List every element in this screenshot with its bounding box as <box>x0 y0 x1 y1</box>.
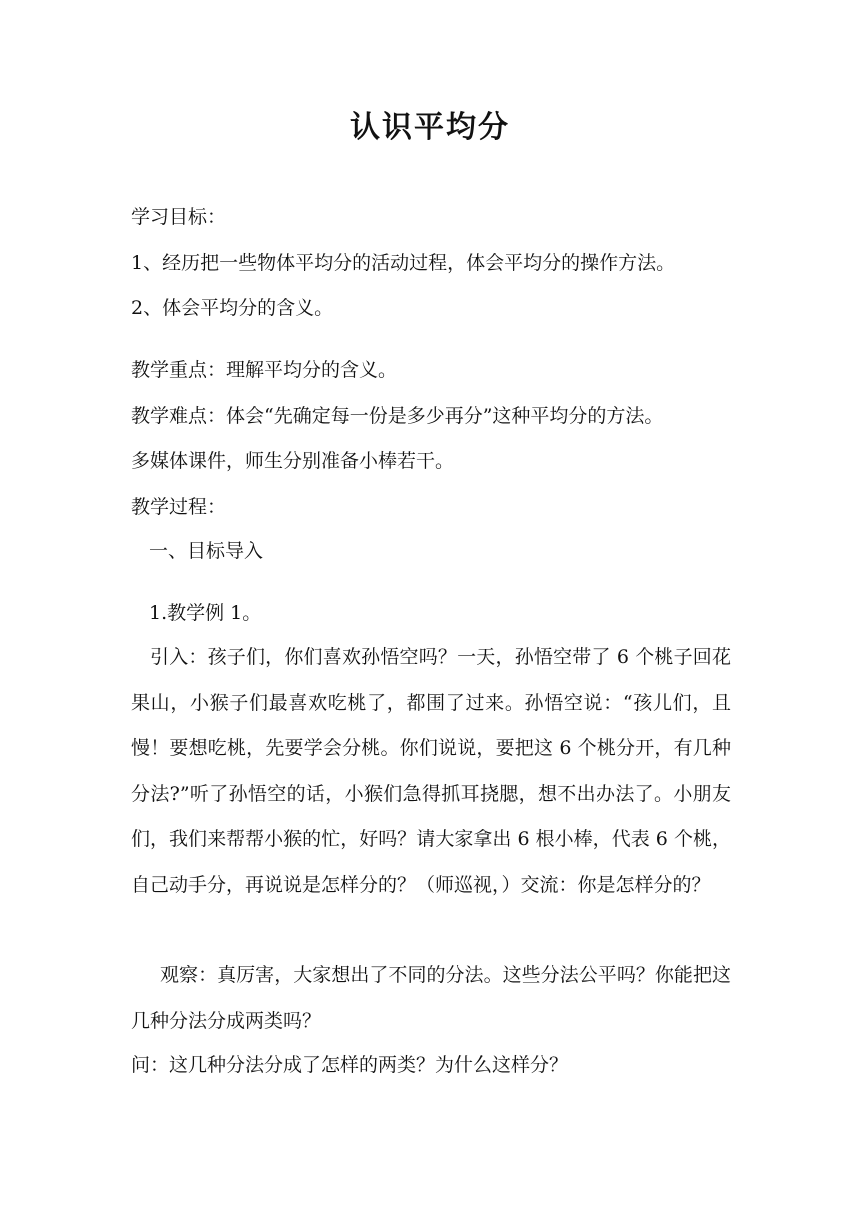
process-heading: 教学过程： <box>131 496 227 518</box>
key-point: 教学重点：理解平均分的含义。 <box>131 359 398 381</box>
section-heading-1: 一、目标导入 <box>149 540 264 562</box>
intro-paragraph: 引入：孩子们，你们喜欢孙悟空吗？一天，孙悟空带了 6 个桃子回花果山，小猴子们最喜欢吃桃了，都围了过来。孙悟空说：“孩儿们，且慢！要想吃桃，先要学会分桃。你们说说，要把这 6 个桃分开，有几种分法?”听了孙悟空的话，小猴们急得抓耳挠腮，想不出办法了。小朋友们，我们来帮帮小猴的忙，好吗？请大家拿出 6 根小棒，代表 6 个桃，自己动手分，再说说是怎样分的？（师巡视，）交流：你是怎样分的？ <box>131 646 731 896</box>
objective-2: 2、体会平均分的含义。 <box>131 297 334 319</box>
example-heading-1: 1.教学例 1。 <box>149 602 262 624</box>
objectives-heading: 学习目标： <box>131 206 227 228</box>
teaching-materials: 多媒体课件，师生分别准备小棒若干。 <box>131 450 455 472</box>
question-line: 问：这几种分法分成了怎样的两类？为什么这样分？ <box>131 1054 569 1076</box>
document-title: 认识平均分 <box>350 110 510 145</box>
difficult-point: 教学难点：体会“先确定每一份是多少再分”这种平均分的方法。 <box>131 405 664 427</box>
objective-1: 1、经历把一些物体平均分的活动过程，体会平均分的操作方法。 <box>131 252 676 274</box>
observe-paragraph: 观察：真厉害，大家想出了不同的分法。这些分法公平吗？你能把这几种分法分成两类吗？ <box>131 964 731 1032</box>
